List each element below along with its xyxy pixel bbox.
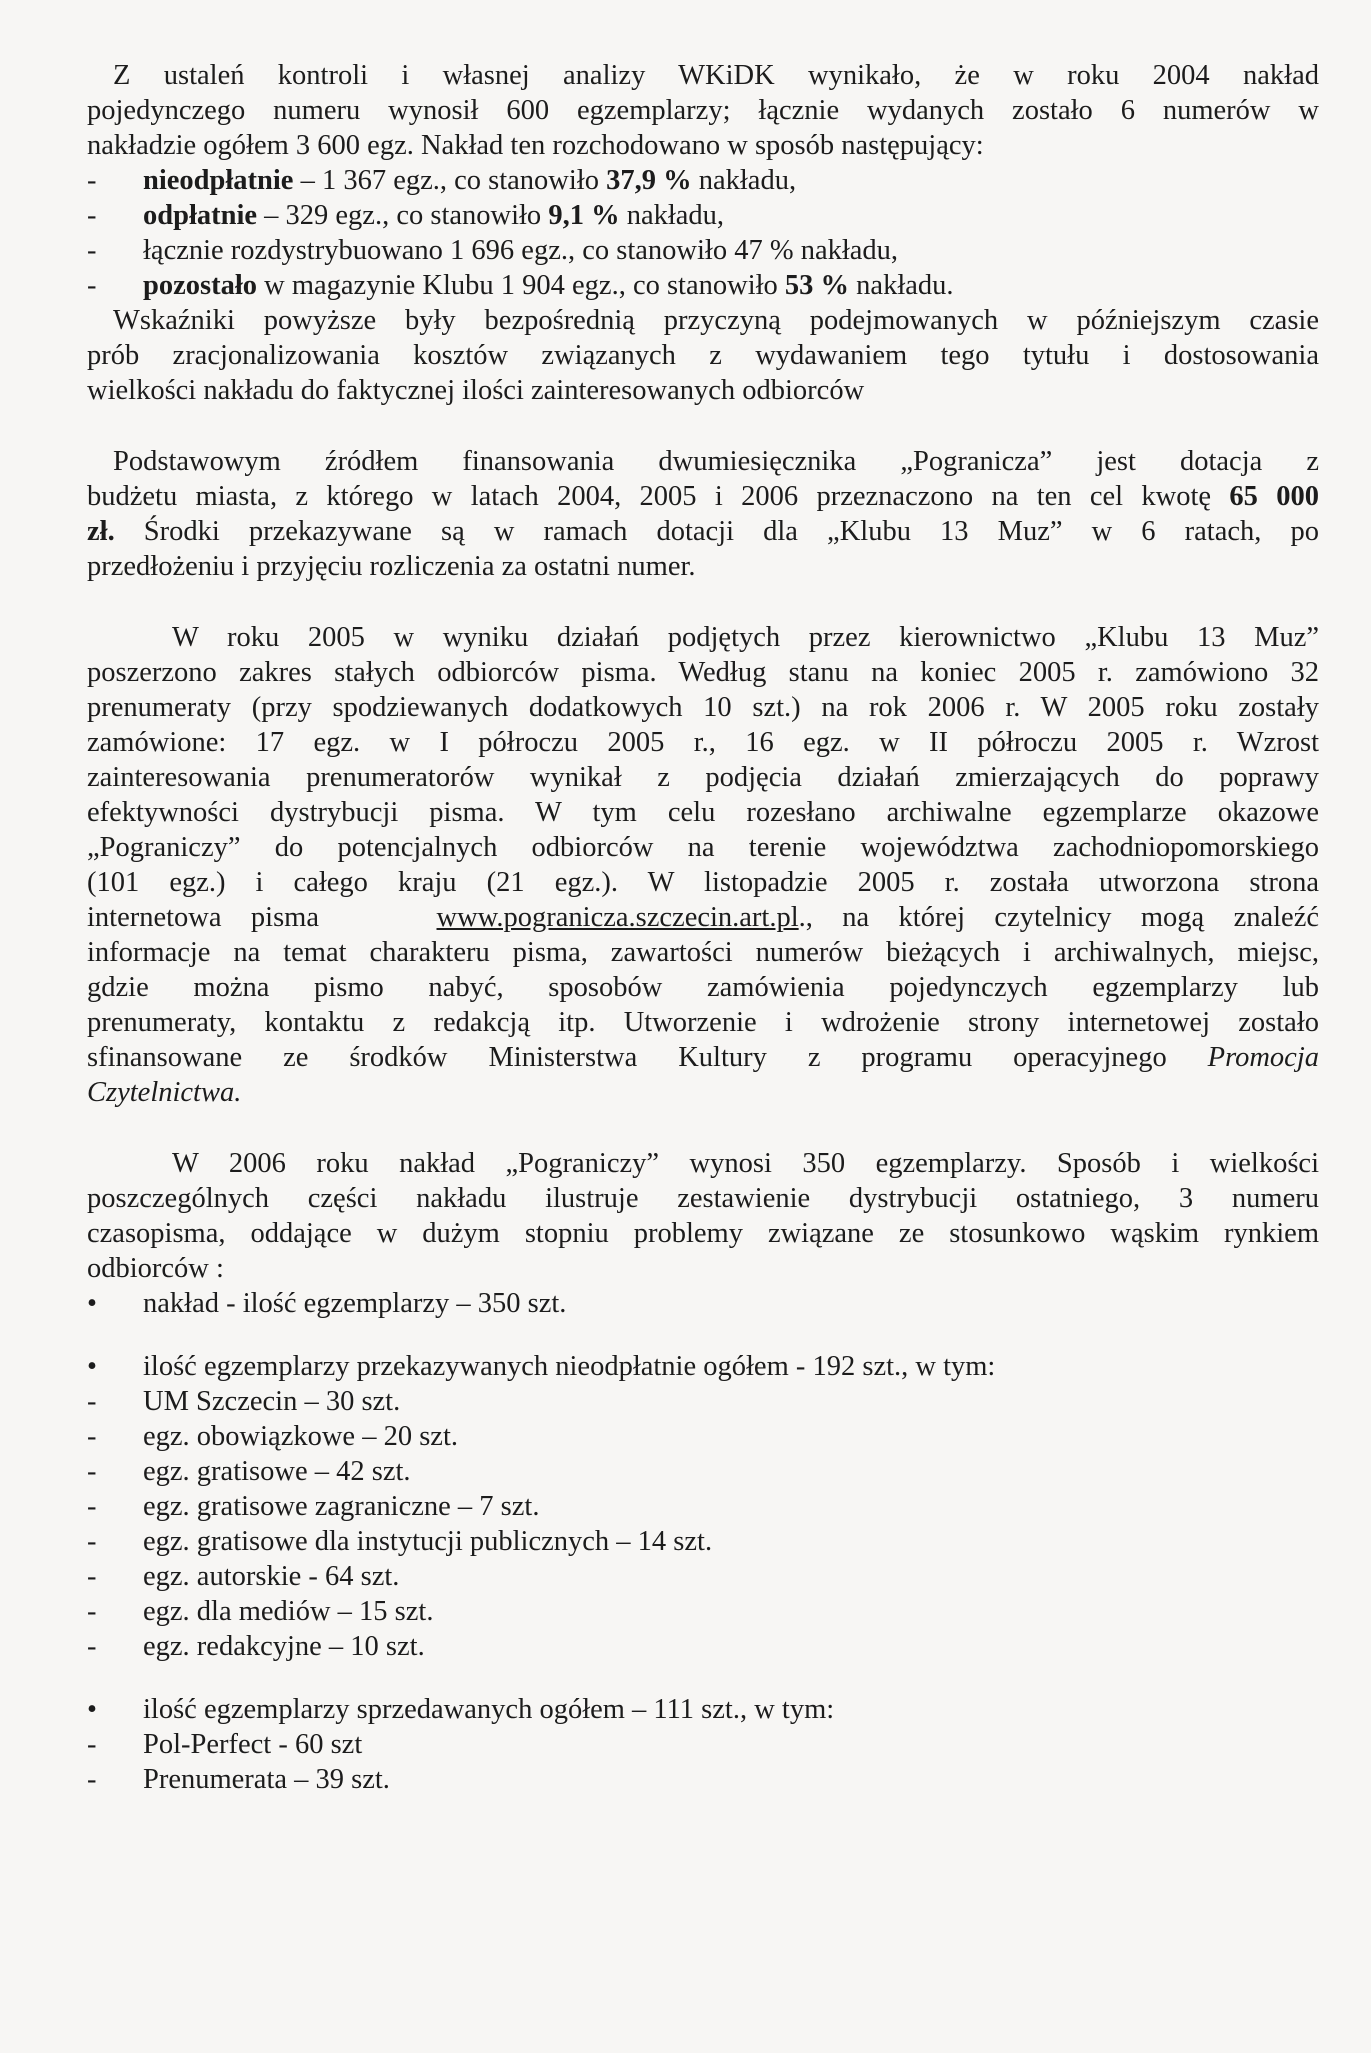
bullet-item: [87, 1349, 1319, 1384]
text-line: odbiorców :: [87, 1253, 224, 1284]
text-run: internetowa pisma: [87, 902, 319, 933]
bold-term: pozostało: [143, 270, 257, 301]
text-line: Wskaźniki powyższe były bezpośrednią przyczyną podejmowanych w późniejszym czasie: [113, 305, 1319, 336]
program-name: Czytelnictwa.: [87, 1077, 242, 1108]
paragraph-2: [87, 444, 1319, 584]
text-line: zainteresowania prenumeratorów wynikał z podjęcia działań zmierzających do poprawy: [87, 762, 1319, 793]
bullet-marker: •: [87, 1694, 97, 1725]
dash-marker: -: [87, 1561, 97, 1592]
text-line: „Pograniczy” do potencjalnych odbiorców na terenie województwa zachodniopomorskiego: [87, 832, 1319, 863]
text-line: Podstawowym źródłem finansowania dwumiesięcznika „Pogranicza” jest dotacja z: [113, 446, 1319, 477]
bullet-item: [87, 1286, 1319, 1321]
text-line: efektywności dystrybucji pisma. W tym celu rozesłano archiwalne egzemplarze okazowe: [87, 797, 1319, 828]
list-item: [87, 1762, 1319, 1797]
text-line: prenumeraty (przy spodziewanych dodatkowych 10 szt.) na rok 2006 r. W 2005 roku zostały: [87, 692, 1319, 723]
bold-term: nieodpłatnie: [143, 165, 294, 196]
item-text: egz. gratisowe dla instytucji publicznych – 14 szt.: [143, 1526, 713, 1557]
paragraph-3: [87, 620, 1319, 1110]
text-line: przedłożeniu i przyjęciu rozliczenia za ostatni numer.: [87, 551, 696, 582]
bold-value: 53 %: [784, 270, 850, 301]
text-line: pojedynczego numeru wynosił 600 egzemplarzy; łącznie wydanych zostało 6 numerów w: [87, 95, 1319, 126]
list-item: [87, 1559, 1319, 1594]
list-item: [87, 1594, 1319, 1629]
item-text: – 1 367 egz., co stanowiło: [293, 165, 607, 196]
item-text: egz. obowiązkowe – 20 szt.: [143, 1421, 458, 1452]
bullet-marker: •: [87, 1351, 97, 1382]
item-text: Prenumerata – 39 szt.: [143, 1764, 390, 1795]
item-text: nakładu,: [691, 165, 797, 196]
dash-marker: -: [87, 1596, 97, 1627]
text-line: nakładzie ogółem 3 600 egz. Nakład ten rozchodowano w sposób następujący:: [87, 130, 984, 161]
dash-marker: -: [87, 235, 97, 266]
item-text: nakład - ilość egzemplarzy – 350 szt.: [143, 1288, 567, 1319]
text-run: Środki przekazywane są w ramach dotacji dla „Klubu 13 Muz” w 6 ratach, po: [114, 516, 1319, 547]
text-run: ., na której czytelnicy mogą znaleźć: [798, 902, 1319, 933]
text-line: [87, 1040, 1319, 1075]
dash-marker: -: [87, 1421, 97, 1452]
dash-marker: -: [87, 1631, 97, 1662]
item-text: ilość egzemplarzy sprzedawanych ogółem – 111 szt., w tym:: [143, 1694, 835, 1725]
dash-marker: -: [87, 1456, 97, 1487]
list-item: [87, 268, 1319, 303]
text-line: poszczególnych części nakładu ilustruje zestawienie dystrybucji ostatniego, 3 numeru: [87, 1183, 1319, 1214]
bold-value: 9,1 %: [548, 200, 620, 231]
currency-label: zł.: [87, 516, 115, 547]
text-line: prób zracjonalizowania kosztów związanych z wydawaniem tego tytułu i dostosowania: [87, 340, 1319, 371]
text-run: budżetu miasta, z którego w latach 2004, 2005 i 2006 przeznaczono na ten cel kwotę: [87, 481, 1230, 512]
text-line: wielkości nakładu do faktycznej ilości zainteresowanych odbiorców: [87, 375, 865, 406]
text-line: prenumeraty, kontaktu z redakcją itp. Utworzenie i wdrożenie strony internetowej zostało: [87, 1007, 1319, 1038]
text-line: zamówione: 17 egz. w I półroczu 2005 r., 16 egz. w II półroczu 2005 r. Wzrost: [87, 727, 1319, 758]
text-line: [87, 900, 1319, 935]
text-line: gdzie można pismo nabyć, sposobów zamówienia pojedynczych egzemplarzy lub: [87, 972, 1319, 1003]
list-item: [87, 1727, 1319, 1762]
list-item: [87, 1489, 1319, 1524]
item-text: Pol-Perfect - 60 szt: [143, 1729, 363, 1760]
bold-value: 37,9 %: [606, 165, 692, 196]
list-item: [87, 1384, 1319, 1419]
item-text: ilość egzemplarzy przekazywanych nieodpłatnie ogółem - 192 szt., w tym:: [143, 1351, 996, 1382]
dash-marker: -: [87, 1764, 97, 1795]
website-link[interactable]: www.pogranicza.szczecin.art.pl: [436, 902, 799, 933]
document-body: [87, 58, 1319, 1797]
item-text: egz. gratisowe – 42 szt.: [143, 1456, 411, 1487]
item-text: egz. gratisowe zagraniczne – 7 szt.: [143, 1491, 540, 1522]
text-line: [87, 514, 1319, 549]
dash-marker: -: [87, 200, 97, 231]
bold-term: odpłatnie: [143, 200, 258, 231]
dash-marker: -: [87, 1386, 97, 1417]
text-line: [87, 479, 1319, 514]
item-text: UM Szczecin – 30 szt.: [143, 1386, 401, 1417]
dash-marker: -: [87, 1491, 97, 1522]
bullet-item: [87, 1692, 1319, 1727]
text-line: informacje na temat charakteru pisma, zawartości numerów bieżących i archiwalnych, miejsc,: [87, 937, 1319, 968]
dash-marker: -: [87, 1729, 97, 1760]
list-item: [87, 233, 1319, 268]
item-text: nakładu.: [849, 270, 954, 301]
dash-marker: -: [87, 1526, 97, 1557]
item-text: – 329 egz., co stanowiło: [257, 200, 549, 231]
list-item: [87, 198, 1319, 233]
text-line: Z ustaleń kontroli i własnej analizy WKiDK wynikało, że w roku 2004 nakład: [113, 60, 1319, 91]
text-run: sfinansowane ze środków Ministerstwa Kultury z programu operacyjnego: [87, 1042, 1208, 1073]
program-name: Promocja: [1207, 1042, 1319, 1073]
item-text: egz. autorskie - 64 szt.: [143, 1561, 400, 1592]
paragraph-4: [87, 1146, 1319, 1797]
item-text: nakładu,: [619, 200, 725, 231]
text-line: (101 egz.) i całego kraju (21 egz.). W listopadzie 2005 r. została utworzona strona: [87, 867, 1319, 898]
list-item: [87, 163, 1319, 198]
text-line: [87, 1075, 1319, 1110]
dash-marker: -: [87, 165, 97, 196]
text-line: W 2006 roku nakład „Pograniczy” wynosi 350 egzemplarzy. Sposób i wielkości: [172, 1148, 1319, 1179]
bullet-marker: •: [87, 1288, 97, 1319]
text-line: poszerzono zakres stałych odbiorców pisma. Według stanu na koniec 2005 r. zamówiono 32: [87, 657, 1319, 688]
item-text: łącznie rozdystrybuowano 1 696 egz., co stanowiło 47 % nakładu,: [143, 235, 899, 266]
list-item: [87, 1419, 1319, 1454]
item-text: w magazynie Klubu 1 904 egz., co stanowiło: [257, 270, 785, 301]
text-line: W roku 2005 w wyniku działań podjętych przez kierownictwo „Klubu 13 Muz”: [172, 622, 1319, 653]
list-item: [87, 1629, 1319, 1664]
item-text: egz. dla mediów – 15 szt.: [143, 1596, 434, 1627]
amount-value: 65 000: [1229, 481, 1319, 512]
item-text: egz. redakcyjne – 10 szt.: [143, 1631, 425, 1662]
text-line: czasopisma, oddające w dużym stopniu problemy związane ze stosunkowo wąskim rynkiem: [87, 1218, 1319, 1249]
list-item: [87, 1454, 1319, 1489]
dash-marker: -: [87, 270, 97, 301]
paragraph-1: [87, 58, 1319, 408]
list-item: [87, 1524, 1319, 1559]
